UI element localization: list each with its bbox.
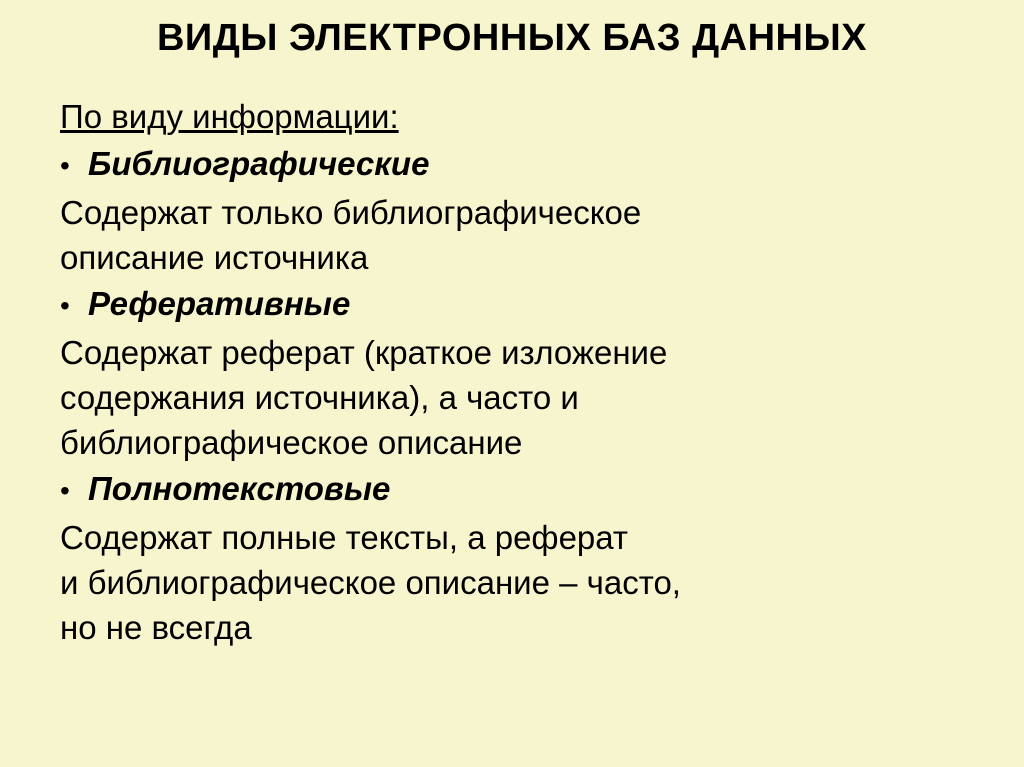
list-item-heading: Полнотекстовые	[88, 470, 391, 507]
description-line: содержания источника), а часто и	[60, 379, 579, 416]
list-item	[60, 280, 990, 330]
list-item-heading: Библиографические	[88, 145, 430, 182]
description-line: и библиографическое описание – часто,	[60, 564, 681, 601]
description-line: описание источника	[60, 239, 369, 276]
slide-body	[60, 94, 990, 650]
page-title: ВИДЫ ЭЛЕКТРОННЫХ БАЗ ДАННЫХ	[156, 17, 868, 59]
description-line: но не всегда	[60, 609, 252, 646]
lead-in-text: По виду информации:	[60, 98, 399, 135]
list-item	[60, 140, 990, 190]
list-item-heading: Реферативные	[88, 285, 351, 322]
bullet-icon: •	[60, 150, 70, 181]
list-item-description	[60, 330, 990, 465]
bullet-icon: •	[60, 475, 70, 506]
list-item-description	[60, 190, 990, 280]
description-line: Содержат реферат (краткое изложение	[60, 334, 668, 371]
list-item-description	[60, 515, 990, 650]
description-line: Содержат только библиографическое	[60, 194, 642, 231]
description-line: Содержат полные тексты, а реферат	[60, 519, 629, 556]
description-line: библиографическое описание	[60, 424, 523, 461]
bullet-icon: •	[60, 290, 70, 321]
list-item	[60, 465, 990, 515]
